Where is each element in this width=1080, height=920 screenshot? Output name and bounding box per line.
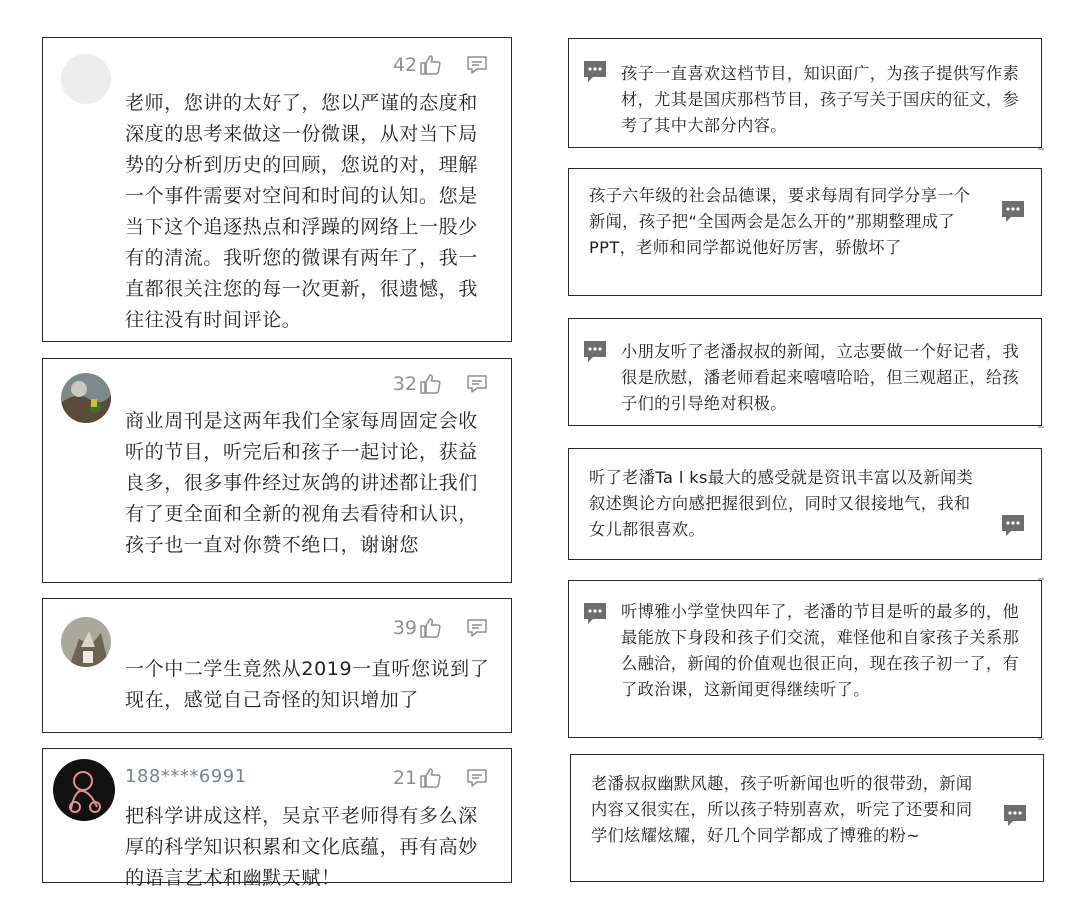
like-button[interactable] xyxy=(393,54,441,76)
quote-text: 孩子一直喜欢这档节目，知识面广，为孩子提供写作素材，尤其是国庆那档节目，孩子写关于国庆的征文，参考了其中大部分内容。 xyxy=(621,64,1020,135)
avatar[interactable] xyxy=(53,759,115,821)
thumbs-up-icon xyxy=(419,767,441,789)
like-button[interactable] xyxy=(393,767,441,789)
thumbs-up-icon xyxy=(419,54,441,76)
quote-text: 听博雅小学堂快四年了，老潘的节目是听的最多的，他最能放下身段和孩子们交流，难怪他和自家孩子关系那么融洽，新闻的价值观也很正向，现在孩子初一了，有了政治课，这新闻更得继续听了。 xyxy=(621,602,1020,699)
quote-card-3 xyxy=(568,318,1042,426)
like-count: 39 xyxy=(392,617,417,639)
reply-button[interactable] xyxy=(465,373,489,395)
comment-text: 商业周刊是这两年我们全家每周固定会收听的节目，听完后和孩子一起讨论，获益良多，很多事件经过灰鸽的讲述都让我们有了更全面和全新的视角去看待和认识，孩子也一直对你赞不绝口，谢谢您 xyxy=(125,410,478,556)
comment-meta xyxy=(393,54,489,76)
speech-bubble-icon xyxy=(1001,199,1025,223)
speech-bubble-icon xyxy=(1001,513,1025,537)
quote-card-2 xyxy=(568,168,1042,296)
thumbs-up-icon xyxy=(419,617,441,639)
quote-text: 听了老潘Ta l ks最大的感受就是资讯丰富以及新闻类叙述舆论方向感把握很到位，同时又很接地气，我和女儿都很喜欢。 xyxy=(589,468,974,539)
reply-button[interactable] xyxy=(465,617,489,639)
comment-card-3 xyxy=(42,598,512,733)
speech-bubble-icon xyxy=(583,339,607,363)
speech-bubble-icon xyxy=(1003,803,1027,827)
speech-bubble-icon xyxy=(583,59,607,83)
comment-card-1 xyxy=(42,37,512,342)
like-count: 42 xyxy=(392,54,417,76)
comment-text: 老师，您讲的太好了，您以严谨的态度和深度的思考来做这一份微课，从对当下局势的分析到历史的回顾，您说的对，理解一个事件需要对空间和时间的认知。您是当下这个追逐热点和浮躁的网络上一股少有的清流。我听您的微课有两年了，我一直都很关注您的每一次更新，很遗憾，我往往没有时间评论。 xyxy=(125,92,478,331)
reply-button[interactable] xyxy=(465,767,489,789)
comment-text: 一个中二学生竟然从2019一直听您说到了现在，感觉自己奇怪的知识增加了 xyxy=(125,658,490,711)
avatar[interactable] xyxy=(61,373,111,423)
comment-meta xyxy=(393,617,489,639)
quote-text: 小朋友听了老潘叔叔的新闻，立志要做一个好记者，我很是欣慰，潘老师看起来嘻嘻哈哈，但三观超正，给孩子们的引导绝对积极。 xyxy=(621,342,1020,413)
thumbs-up-icon xyxy=(419,373,441,395)
quote-card-6 xyxy=(570,754,1044,882)
comment-meta xyxy=(393,373,489,395)
comment-card-2 xyxy=(42,358,512,583)
comment-icon xyxy=(465,617,489,639)
quote-text: 孩子六年级的社会品德课，要求每周有同学分享一个新闻，孩子把“全国两会是怎么开的”那期整理成了PPT，老师和同学都说他好厉害，骄傲坏了 xyxy=(589,186,971,257)
comment-icon xyxy=(465,767,489,789)
like-button[interactable] xyxy=(393,617,441,639)
quote-text: 老潘叔叔幽默风趣，孩子听新闻也听的很带劲，新闻内容又很实在，所以孩子特别喜欢，听完了还要和同学们炫耀炫耀，好几个同学都成了博雅的粉~ xyxy=(591,774,973,845)
comment-icon xyxy=(465,54,489,76)
quote-card-4 xyxy=(568,448,1042,560)
avatar[interactable] xyxy=(61,54,111,104)
username[interactable]: 188****6991 xyxy=(125,766,247,787)
reply-button[interactable] xyxy=(465,54,489,76)
like-count: 21 xyxy=(392,767,417,789)
comment-meta xyxy=(393,767,489,789)
comment-text: 把科学讲成这样，吴京平老师得有多么深厚的科学知识积累和文化底蕴，再有高妙的语言艺术和幽默天赋！ xyxy=(125,805,478,889)
comment-card-4 xyxy=(42,748,512,889)
speech-bubble-icon xyxy=(583,601,607,625)
quote-card-1 xyxy=(568,38,1042,148)
avatar[interactable] xyxy=(61,617,111,667)
comment-icon xyxy=(465,373,489,395)
quote-card-5 xyxy=(568,580,1042,738)
like-button[interactable] xyxy=(393,373,441,395)
like-count: 32 xyxy=(392,373,417,395)
